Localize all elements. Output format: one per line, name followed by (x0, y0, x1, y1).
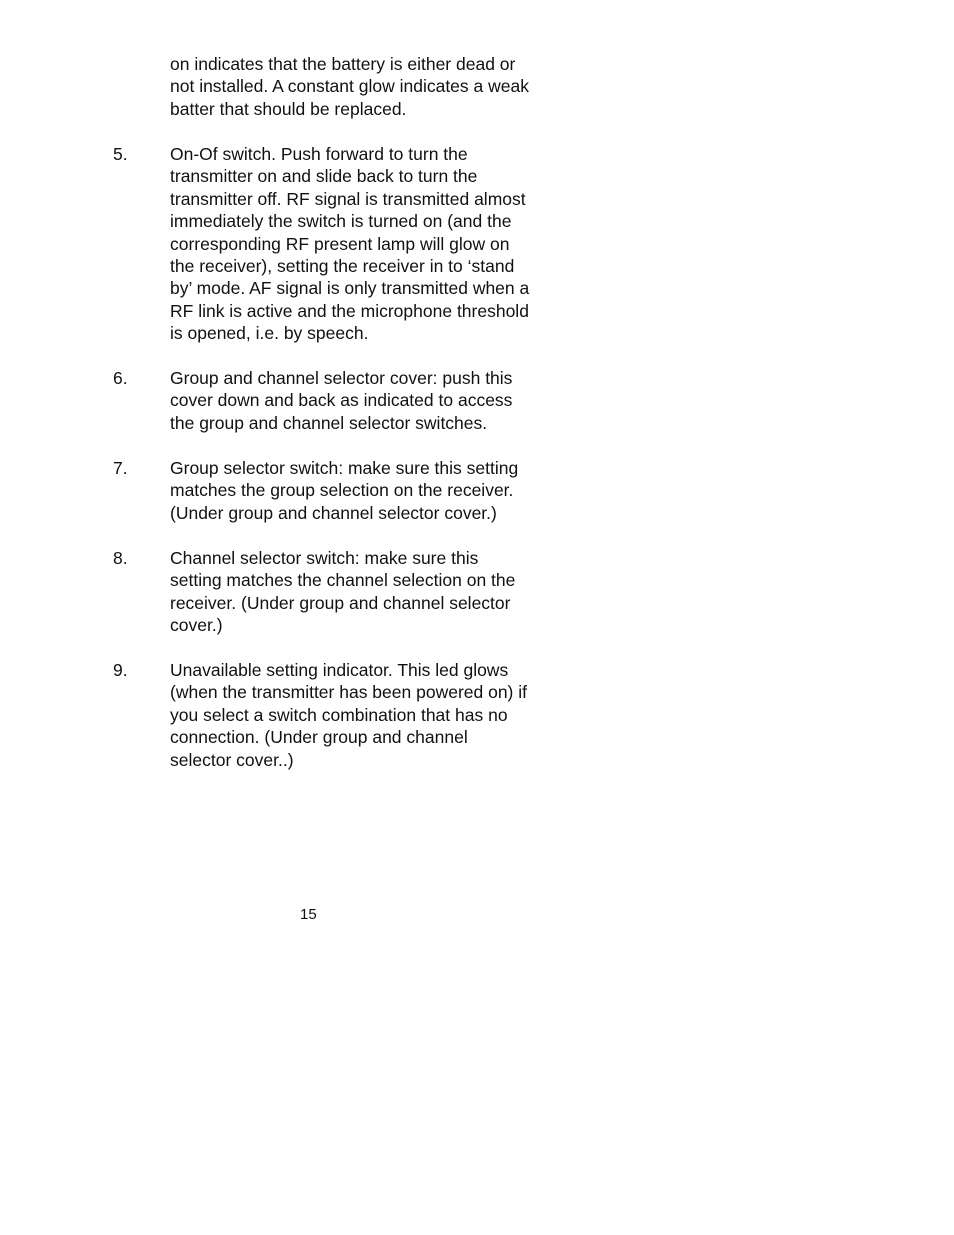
list-item-selector-cover (170, 367, 570, 434)
list-item-unavailable-indicator (170, 659, 570, 771)
paragraph-line: connection. (Under group and channel (170, 727, 468, 748)
paragraph-line: Group selector switch: make sure this setting (170, 458, 519, 478)
paragraph-line: you select a switch combination that has no (170, 704, 508, 725)
paragraph-line: the group and channel selector switches. (170, 412, 488, 433)
paragraph-line: On-Of switch. Push forward to turn the (170, 144, 468, 164)
paragraph-line: transmitter on and slide back to turn the (170, 166, 478, 187)
paragraph-line: the receiver), setting the receiver in to ‘stand (170, 256, 515, 277)
paragraph-line: not installed. A constant glow indicates a weak (170, 76, 529, 97)
paragraph-line: RF link is active and the microphone threshold (170, 300, 529, 321)
item-number: 6. (113, 368, 128, 388)
continuation-paragraph (170, 53, 570, 120)
paragraph-line: cover.) (170, 615, 223, 636)
paragraph-line: cover down and back as indicated to access (170, 390, 513, 411)
paragraph-line: matches the group selection on the receiver. (170, 480, 514, 501)
item-number: 8. (113, 548, 128, 568)
page-number: 15 (300, 906, 317, 923)
item-number: 9. (113, 660, 128, 680)
paragraph-line: is opened, i.e. by speech. (170, 323, 369, 344)
item-number: 7. (113, 458, 128, 478)
paragraph-line: by’ mode. AF signal is only transmitted when a (170, 278, 530, 299)
paragraph-line: immediately the switch is turned on (and the (170, 211, 512, 232)
paragraph-line: Channel selector switch: make sure this (170, 548, 479, 568)
paragraph-line: corresponding RF present lamp will glow on (170, 233, 510, 254)
item-number: 5. (113, 144, 128, 164)
paragraph-line: transmitter off. RF signal is transmitted almost (170, 188, 526, 209)
paragraph-line: batter that should be replaced. (170, 98, 407, 119)
paragraph-line: selector cover..) (170, 749, 294, 770)
list-item-channel-selector (170, 547, 570, 637)
paragraph-line: (when the transmitter has been powered on) if (170, 682, 527, 703)
paragraph-line: Unavailable setting indicator. This led glows (170, 660, 509, 680)
paragraph-line: (Under group and channel selector cover.) (170, 502, 497, 523)
paragraph-line: receiver. (Under group and channel selector (170, 592, 511, 613)
paragraph-line: setting matches the channel selection on the (170, 570, 516, 591)
paragraph-line: Group and channel selector cover: push this (170, 368, 513, 388)
paragraph-line: on indicates that the battery is either dead or (170, 54, 516, 74)
list-item-group-selector (170, 457, 570, 524)
list-item-on-off-switch (170, 143, 570, 345)
